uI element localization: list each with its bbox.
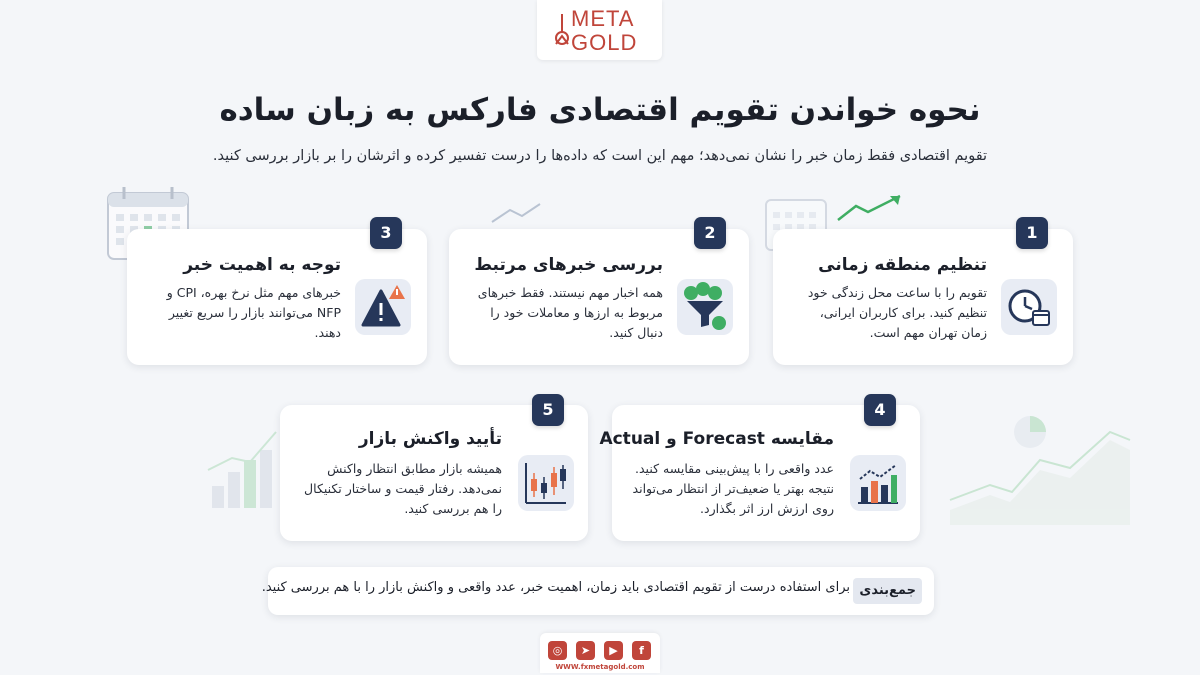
step-title: تأیید واکنش بازار (358, 429, 502, 449)
bar-chart-decor-icon (208, 432, 276, 508)
brand-logo (537, 0, 662, 60)
candlestick-icon (518, 455, 574, 511)
facebook-icon[interactable]: f (632, 641, 651, 660)
step-number-2: 2 (694, 217, 726, 249)
logo-text-meta: META (571, 6, 635, 31)
youtube-icon[interactable]: ▶ (604, 641, 623, 660)
step-number-5: 5 (532, 394, 564, 426)
step-number-4: 4 (864, 394, 896, 426)
funnel-dollar-icon (677, 279, 733, 335)
clock-calendar-icon (1001, 279, 1057, 335)
footer-social (540, 633, 660, 673)
step-card-2 (449, 229, 749, 365)
step-number-3: 3 (370, 217, 402, 249)
step-title: مقایسه Forecast و Actual (599, 429, 834, 449)
step-card-1 (773, 229, 1073, 365)
website-url[interactable]: WWW.fxmetagold.com (555, 663, 645, 671)
trend-arrow-icon (492, 204, 540, 222)
summary-tag: جمع‌بندی (853, 578, 922, 604)
trend-arrow-icon (838, 196, 900, 220)
instagram-icon[interactable]: ◎ (548, 641, 567, 660)
step-body: همیشه بازار مطابق انتظار واکنش نمی‌دهد. رفتار قیمت و ساختار تکنیکال را هم بررسی کنید. (304, 461, 502, 516)
telegram-icon[interactable]: ➤ (576, 641, 595, 660)
page-subtitle: تقویم اقتصادی فقط زمان خبر را نشان نمی‌دهد؛ مهم این است که داده‌ها را درست تفسیر کرده و اثرشان را بر بازار بررسی کنید. (212, 148, 988, 164)
step-body: خبرهای مهم مثل نرخ بهره، CPI و NFP می‌توانند بازار را سریع تغییر دهند. (166, 285, 341, 340)
bar-chart-icon (850, 455, 906, 511)
step-body: تقویم را با ساعت محل زندگی خود تنظیم کنید. برای کاربران ایرانی، زمان تهران مهم است. (807, 285, 987, 340)
area-chart-decor-icon (950, 416, 1130, 525)
page-title: نحوه خواندن تقویم اقتصادی فارکس به زبان ساده (219, 92, 981, 128)
summary-bar (261, 567, 934, 615)
step-number-1: 1 (1016, 217, 1048, 249)
step-body: عدد واقعی را با پیش‌بینی مقایسه کنید. نتیجه بهتر یا ضعیف‌تر از انتظار می‌تواند روی ارزش ارز اثر بگذارد. (632, 461, 834, 516)
step-title: تنظیم منطقه زمانی (818, 255, 987, 275)
warning-icon (355, 279, 411, 335)
step-body: همه اخبار مهم نیستند. فقط خبرهای مربوط به ارزها و معاملات خود را دنبال کنید. (477, 285, 663, 340)
summary-text: برای استفاده درست از تقویم اقتصادی باید زمان، اهمیت خبر، عدد واقعی و واکنش بازار را با هم بررسی کنید. (261, 580, 850, 595)
step-title: توجه به اهمیت خبر (183, 255, 341, 275)
logo-text-gold: GOLD (571, 30, 638, 55)
step-card-3 (127, 229, 427, 365)
logo-mark-icon (553, 10, 571, 50)
step-title: بررسی خبرهای مرتبط (474, 255, 663, 275)
